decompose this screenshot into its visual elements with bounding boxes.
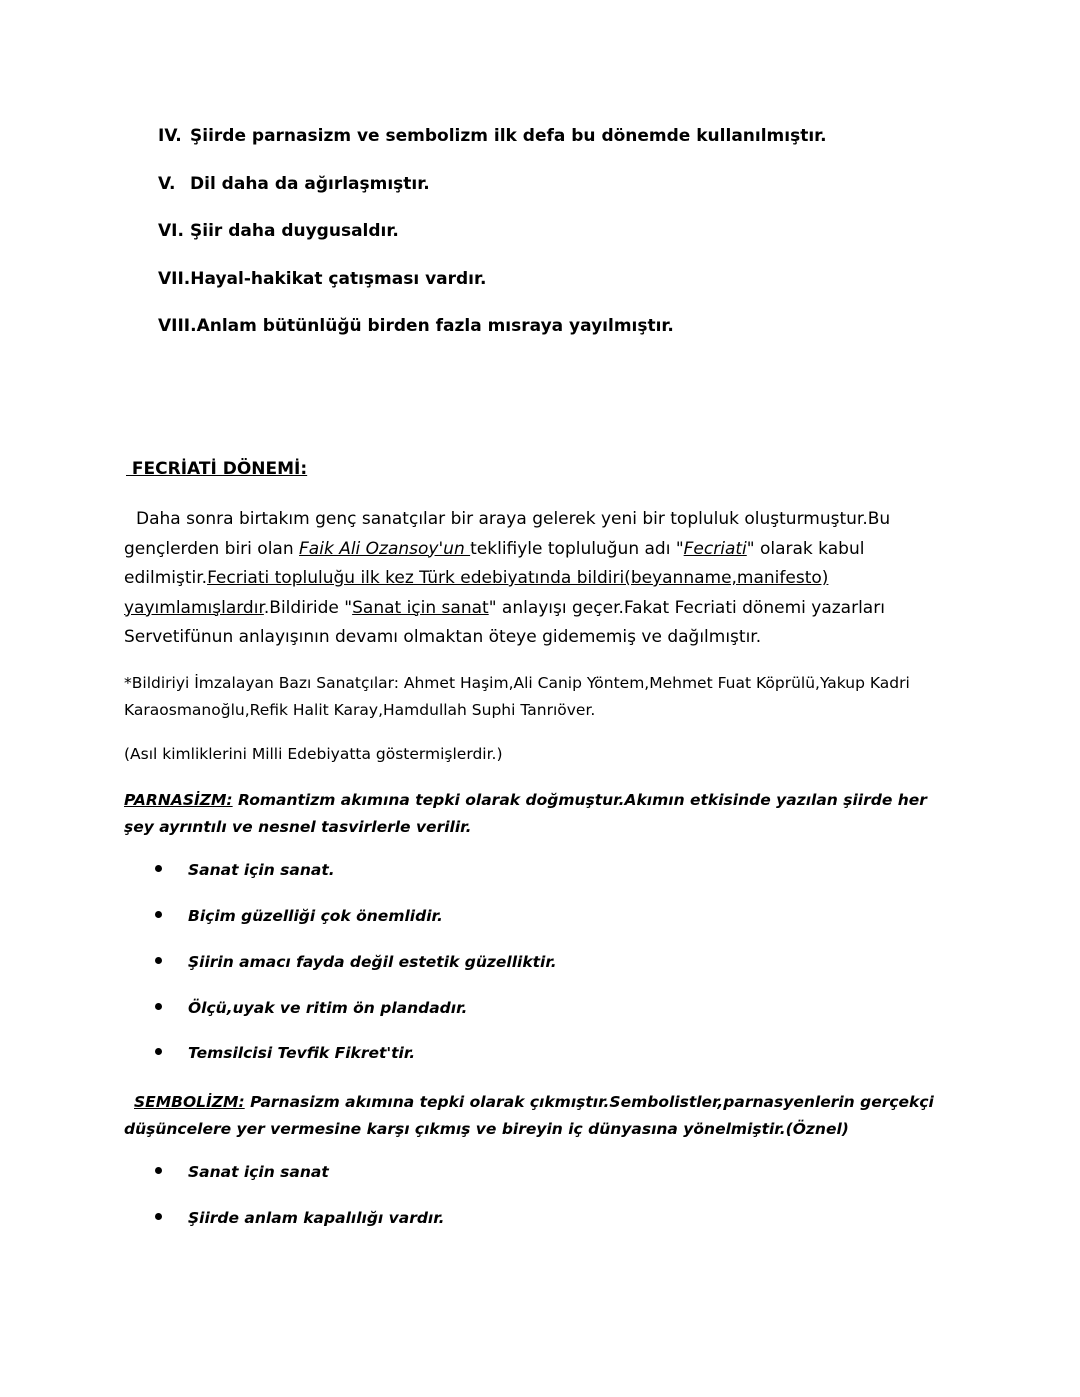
list-text: Anlam bütünlüğü birden fazla mısraya yayılmıştır. — [196, 316, 674, 336]
signers-note: *Bildiriyi İmzalayan Bazı Sanatçılar: Ahmet Haşim,Ali Canip Yöntem,Mehmet Fuat Köprülü,Yakup Kadri Karaosmanoğlu,Refik Halit Karay,Hamdullah Suphi Tanrıöver. — [124, 674, 910, 719]
bullet-icon — [155, 1003, 162, 1010]
faik-ali-ozansoy-link: Faik Ali Ozansoy'un — [299, 538, 471, 559]
parnasizm-label: PARNASİZM: — [124, 791, 233, 809]
list-text: Dil daha da ağırlaşmıştır. — [190, 174, 430, 194]
sembolizm-paragraph — [124, 1089, 944, 1143]
paragraph-text: " olarak kabul edilmiştir. — [124, 538, 865, 588]
list-number: V. — [158, 174, 176, 194]
list-number: IV. — [158, 126, 182, 146]
bullet-icon — [155, 957, 162, 964]
bullet-icon — [155, 1048, 162, 1055]
list-item — [155, 953, 557, 971]
list-number: VII. — [158, 269, 191, 289]
sembolizm-label: SEMBOLİZM: — [134, 1093, 245, 1111]
bullet-icon — [155, 1213, 162, 1220]
list-number: VIII. — [158, 316, 197, 336]
identity-note: (Asıl kimliklerini Milli Edebiyatta göstermişlerdir.) — [124, 745, 503, 763]
list-text: Hayal-hakikat çatışması vardır. — [190, 269, 487, 289]
fecriati-word: Fecriati — [683, 538, 747, 559]
section-title: FECRİATİ DÖNEMİ: — [126, 459, 308, 479]
bullet-text: Temsilcisi Tevfik Fikret'tir. — [188, 1044, 416, 1062]
parnasizm-text: Romantizm akımına tepki olarak doğmuştur.Akımın etkisinde yazılan şiirde her şey ayrıntılı ve nesnel tasvirlerle verilir. — [124, 791, 927, 836]
bullet-text: Sanat için sanat — [188, 1163, 329, 1181]
bullet-icon — [155, 865, 162, 872]
list-item — [155, 999, 467, 1017]
bildiri-underlined: Fecriati topluluğu ilk kez Türk edebiyatında bildiri(beyanname,manifesto) yayımlamışlardır — [124, 568, 829, 618]
list-item — [155, 1044, 415, 1062]
list-item — [155, 907, 443, 925]
list-item — [158, 126, 827, 146]
list-item — [158, 316, 674, 336]
list-item — [155, 1163, 329, 1181]
list-item — [158, 221, 399, 241]
bullet-text: Ölçü,uyak ve ritim ön plandadır. — [188, 999, 468, 1017]
bullet-text: Şiirde anlam kapalılığı vardır. — [188, 1209, 445, 1227]
list-item — [155, 861, 335, 879]
bullet-text: Biçim güzelliği çok önemlidir. — [188, 907, 443, 925]
bullet-icon — [155, 1167, 162, 1174]
paragraph-text: " anlayışı geçer.Fakat Fecriati dönemi yazarları Servetifünun anlayışının devamı olmaktan öteye gidememiş ve dağılmıştır. — [124, 597, 885, 647]
list-item — [155, 1209, 445, 1227]
parnasizm-paragraph — [124, 787, 944, 841]
sembolizm-text: Parnasizm akımına tepki olarak çıkmıştır.Sembolistler,parnasyenlerin gerçekçi düşüncelere yer vermesine karşı çıkmış ve bireyin iç dünyasına yönelmiştir.(Öznel) — [124, 1093, 934, 1138]
sanat-icin-sanat-underlined: Sanat için sanat — [352, 597, 489, 618]
list-item — [158, 174, 430, 194]
paragraph-text: Daha sonra birtakım genç sanatçılar bir araya gelerek yeni bir topluluk oluşturmuştur.Bu gençlerden biri olan — [124, 509, 891, 559]
list-number: VI. — [158, 221, 184, 241]
fecriati-paragraph — [124, 505, 944, 653]
bullet-text: Sanat için sanat. — [188, 861, 335, 879]
paragraph-text: teklifiyle topluluğun adı " — [470, 538, 684, 559]
paragraph-text: .Bildiride " — [263, 597, 353, 618]
bullet-icon — [155, 911, 162, 918]
list-item — [158, 269, 486, 289]
list-text: Şiir daha duygusaldır. — [190, 221, 399, 241]
bullet-text: Şiirin amacı fayda değil estetik güzelliktir. — [188, 953, 557, 971]
list-text: Şiirde parnasizm ve sembolizm ilk defa bu dönemde kullanılmıştır. — [190, 126, 827, 146]
